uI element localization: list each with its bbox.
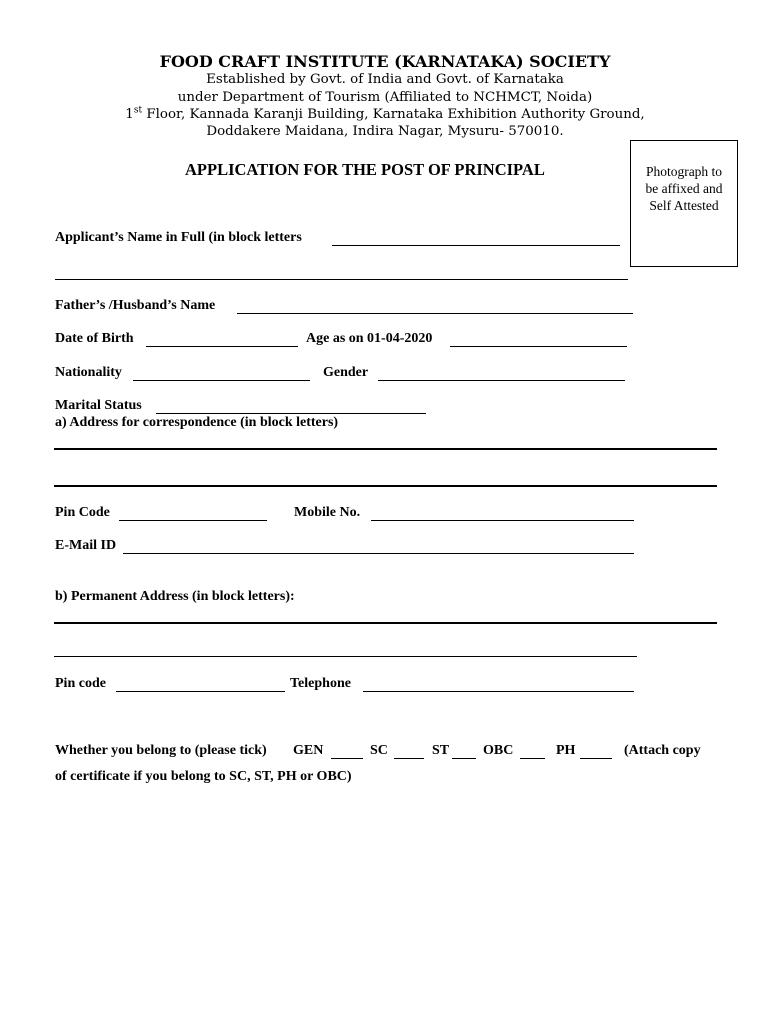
pin-code-field[interactable] <box>119 520 267 521</box>
category-ph-label: PH <box>556 743 576 758</box>
correspondence-address-line-2[interactable] <box>54 485 717 487</box>
category-gen-label: GEN <box>293 743 324 758</box>
category-st-tick[interactable] <box>452 758 476 759</box>
pin-code-2-field[interactable] <box>116 691 285 692</box>
category-obc-label: OBC <box>483 743 514 758</box>
header-city-line: Doddakere Maidana, Indira Nagar, Mysuru- 570010. <box>206 124 564 139</box>
form-title: APPLICATION FOR THE POST OF PRINCIPAL <box>185 160 545 179</box>
applicant-name-label: Applicant’s Name in Full (in block letters <box>55 230 302 245</box>
pin-code-label: Pin Code <box>55 505 110 520</box>
father-husband-name-label: Father’s /Husband’s Name <box>55 298 216 313</box>
applicant-name-field-continued[interactable] <box>55 279 628 280</box>
gender-label: Gender <box>323 365 369 380</box>
dob-label: Date of Birth <box>55 331 134 346</box>
category-sc-label: SC <box>370 743 388 758</box>
pin-code-2-label: Pin code <box>55 676 106 691</box>
org-name: FOOD CRAFT INSTITUTE (KARNATAKA) SOCIETY <box>159 52 611 71</box>
floor-ordinal: 1 <box>125 107 134 122</box>
category-sc-tick[interactable] <box>394 758 424 759</box>
nationality-field[interactable] <box>133 380 310 381</box>
mobile-field[interactable] <box>371 520 634 521</box>
category-label: Whether you belong to (please tick) <box>55 743 267 758</box>
correspondence-address-line-1[interactable] <box>54 448 717 450</box>
header-established-line: Established by Govt. of India and Govt. of Karnataka <box>206 72 564 87</box>
header-address-line <box>0 107 770 122</box>
photograph-box <box>630 140 738 267</box>
gender-field[interactable] <box>378 380 625 381</box>
marital-status-label: Marital Status <box>55 398 142 413</box>
email-label: E-Mail ID <box>55 538 117 553</box>
header-department-line: under Department of Tourism (Affiliated to NCHMCT, Noida) <box>177 90 593 105</box>
father-husband-name-field[interactable] <box>237 313 633 314</box>
applicant-name-field[interactable] <box>332 245 620 246</box>
attach-note-end: of certificate if you belong to SC, ST, PH or OBC) <box>55 769 352 784</box>
category-gen-tick[interactable] <box>331 758 363 759</box>
nationality-label: Nationality <box>55 365 122 380</box>
age-field[interactable] <box>450 346 627 347</box>
mobile-label: Mobile No. <box>294 505 361 520</box>
dob-field[interactable] <box>146 346 298 347</box>
category-ph-tick[interactable] <box>580 758 612 759</box>
telephone-label: Telephone <box>290 676 351 691</box>
photo-box-line-1: Photograph to <box>645 164 723 179</box>
attach-note-start: (Attach copy <box>624 743 701 758</box>
permanent-address-label: b) Permanent Address (in block letters): <box>55 589 295 604</box>
category-st-label: ST <box>432 743 450 758</box>
marital-status-field[interactable] <box>156 413 426 414</box>
telephone-field[interactable] <box>363 691 634 692</box>
category-obc-tick[interactable] <box>520 758 545 759</box>
photo-box-line-3: Self Attested <box>649 198 719 213</box>
correspondence-address-label: a) Address for correspondence (in block letters) <box>55 415 339 430</box>
floor-ordinal-suffix: st <box>133 105 143 116</box>
permanent-address-line-2[interactable] <box>54 656 637 657</box>
email-field[interactable] <box>123 553 634 554</box>
permanent-address-line-1[interactable] <box>54 622 717 624</box>
photo-box-line-2: be affixed and <box>645 181 723 196</box>
age-label: Age as on 01-04-2020 <box>306 331 433 346</box>
address-line-rest: Floor, Kannada Karanji Building, Karnataka Exhibition Authority Ground, <box>142 107 645 122</box>
